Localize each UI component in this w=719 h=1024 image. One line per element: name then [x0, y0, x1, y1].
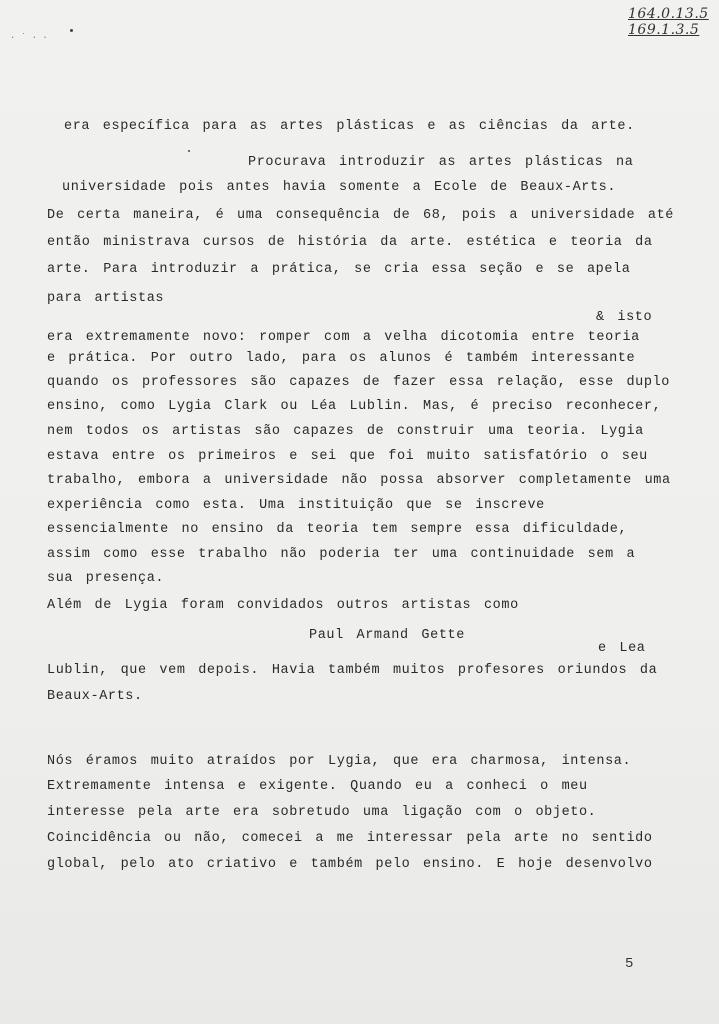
archive-code: 169.1.3.5: [628, 22, 700, 38]
text-line: então ministrava cursos de história da arte. estética e teoria da: [47, 235, 653, 250]
ink-dot: [188, 150, 190, 152]
text-line: De certa maneira, é uma consequência de 68, pois a universidade até: [47, 208, 674, 223]
ink-dot: [70, 29, 73, 32]
text-line: arte. Para introduzir a prática, se cria essa seção e se apela: [47, 262, 631, 277]
text-line: estava entre os primeiros e sei que foi muito satisfatório o seu: [47, 449, 648, 464]
text-line: universidade pois antes havia somente a Ecole de Beaux-Arts.: [62, 180, 617, 195]
text-line: era específica para as artes plásticas e as ciências da arte.: [64, 119, 635, 134]
text-line: quando os professores são capazes de fazer essa relação, esse duplo: [47, 375, 670, 390]
text-line: & isto: [596, 310, 653, 325]
text-line: e prática. Por outro lado, para os alunos é também interessante: [47, 351, 636, 366]
text-line: Nós éramos muito atraídos por Lygia, que era charmosa, intensa.: [47, 754, 632, 769]
text-line: para artistas: [47, 291, 165, 306]
paper-specks: · ˙ · ·: [10, 33, 48, 43]
text-line: essencialmente no ensino da teoria tem sempre essa dificuldade,: [47, 522, 628, 537]
text-line: Paul Armand Gette: [309, 628, 465, 643]
text-line: e Lea: [598, 641, 646, 656]
text-line: global, pelo ato criativo e também pelo ensino. E hoje desenvolvo: [47, 857, 653, 872]
archive-code: 164.0.13.5: [628, 6, 709, 22]
page-number: 5: [625, 956, 634, 972]
text-line: assim como esse trabalho não poderia ter uma continuidade sem a: [47, 547, 636, 562]
text-line: Extremamente intensa e exigente. Quando eu a conheci o meu: [47, 779, 588, 794]
text-line: Procurava introduzir as artes plásticas na: [248, 155, 634, 170]
text-line: ensino, como Lygia Clark ou Léa Lublin. Mas, é preciso reconhecer,: [47, 399, 662, 414]
text-line: sua presença.: [47, 571, 165, 586]
text-line: interesse pela arte era sobretudo uma ligação com o objeto.: [47, 805, 597, 820]
text-line: nem todos os artistas são capazes de construir uma teoria. Lygia: [47, 424, 644, 439]
text-line: era extremamente novo: romper com a velha dicotomia entre teoria: [47, 330, 640, 345]
text-line: Coincidência ou não, comecei a me interessar pela arte no sentido: [47, 831, 653, 846]
text-line: Lublin, que vem depois. Havia também muitos profesores oriundos da: [47, 663, 658, 678]
text-line: Além de Lygia foram convidados outros artistas como: [47, 598, 519, 613]
text-line: trabalho, embora a universidade não possa absorver completamente uma: [47, 473, 671, 488]
text-line: experiência como esta. Uma instituição que se inscreve: [47, 498, 545, 513]
text-line: Beaux-Arts.: [47, 689, 143, 704]
